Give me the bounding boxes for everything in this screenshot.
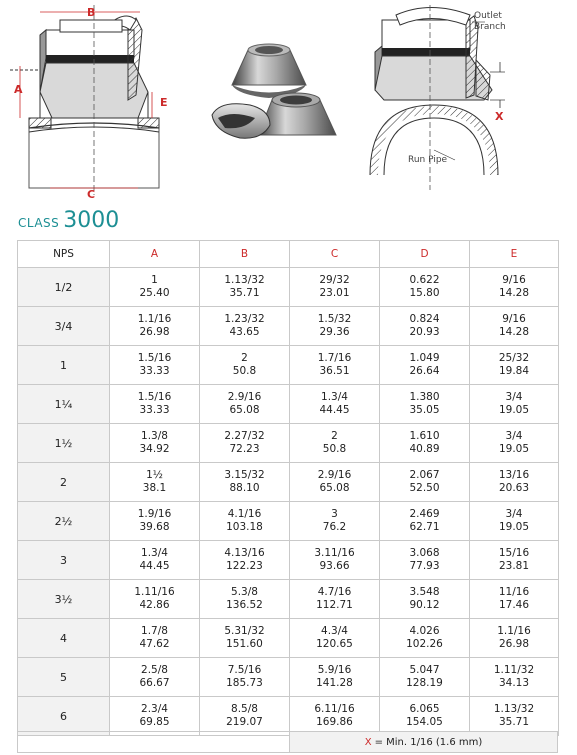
value-mm: 62.71 [409,521,440,533]
value-mm: 17.46 [498,599,530,611]
value-mm: 23.01 [319,287,350,299]
outlet-branch-label-2: Branch [474,22,506,32]
value-cell-c [290,541,380,580]
table-row [18,268,559,307]
nps-cell: 2½ [18,502,110,541]
value-inch: 4.026 [409,625,440,637]
value-inch: 3.15/32 [224,469,265,481]
value-mm: 36.51 [319,365,350,377]
value-inch: 1 [151,274,158,286]
nps-cell: 6 [18,697,110,736]
value-mm: 29.36 [319,326,350,338]
value-cell-b [200,463,290,502]
value-cell-a [110,619,200,658]
value-mm: 88.10 [229,482,260,494]
nps-cell: 2 [18,463,110,502]
value-cell-c [290,619,380,658]
footnote-text: = Min. 1/16 (1.6 mm) [374,736,483,748]
value-inch: 9/16 [502,274,526,286]
value-cell-e [470,307,559,346]
value-inch: 1.7/8 [141,625,168,637]
value-cell-c [290,463,380,502]
value-mm: 35.71 [498,716,530,728]
value-inch: 4.13/16 [224,547,265,559]
value-inch: 7.5/16 [227,664,262,676]
table-row [18,697,559,736]
value-mm: 47.62 [139,638,170,650]
value-mm: 77.93 [409,560,440,572]
outlet-branch-label-1: Outlet [474,11,502,21]
nps-cell: 3½ [18,580,110,619]
value-mm: 14.28 [498,326,530,338]
value-mm: 65.08 [229,404,260,416]
class-heading [18,208,119,234]
value-inch: 0.622 [409,274,440,286]
table-row [18,346,559,385]
value-cell-b [200,385,290,424]
left-fitting-drawing [10,5,159,195]
value-cell-b [200,307,290,346]
value-mm: 40.89 [409,443,440,455]
value-cell-e [470,541,559,580]
value-cell-e [470,697,559,736]
value-inch: 1.9/16 [137,508,172,520]
value-cell-a [110,580,200,619]
value-mm: 65.08 [319,482,350,494]
value-mm: 26.98 [498,638,530,650]
nps-cell: 4 [18,619,110,658]
footnote-blank-cell [18,732,290,752]
value-mm: 122.23 [226,560,263,572]
value-cell-b [200,697,290,736]
value-inch: 1.1/16 [497,625,531,637]
value-cell-a [110,658,200,697]
table-row [18,658,559,697]
value-cell-d [380,619,470,658]
value-cell-a [110,502,200,541]
value-mm: 102.26 [406,638,443,650]
value-cell-b [200,541,290,580]
value-inch: 29/32 [319,274,350,286]
nps-cell: 3/4 [18,307,110,346]
value-inch: 2 [331,430,338,442]
value-cell-e [470,463,559,502]
value-inch: 6.11/16 [314,703,355,715]
value-inch: 5.047 [409,664,440,676]
value-inch: 2.067 [409,469,440,481]
header-c: C [290,241,380,268]
value-cell-d [380,580,470,619]
value-cell-c [290,268,380,307]
value-cell-b [200,658,290,697]
value-cell-d [380,346,470,385]
table-row [18,580,559,619]
value-cell-d [380,541,470,580]
value-cell-c [290,502,380,541]
label-c: C [87,188,96,200]
value-cell-b [200,424,290,463]
value-inch: 1.13/32 [493,703,535,715]
value-mm: 151.60 [226,638,263,650]
value-inch: 3 [331,508,338,520]
class-label: CLASS [18,216,60,230]
footnote-x-label: X [364,736,372,748]
value-cell-c [290,580,380,619]
value-cell-d [380,697,470,736]
value-inch: 1.3/4 [321,391,348,403]
value-cell-a [110,463,200,502]
value-inch: 1.11/16 [134,586,175,598]
diagram-area [0,0,577,200]
value-inch: 4.1/16 [227,508,262,520]
value-cell-b [200,580,290,619]
value-mm: 90.12 [409,599,440,611]
table-row [18,307,559,346]
value-inch: 1.7/16 [317,352,352,364]
value-mm: 66.67 [139,677,170,689]
value-mm: 169.86 [316,716,353,728]
value-inch: 5.9/16 [317,664,352,676]
dimensions-table [17,240,559,736]
value-inch: 2.9/16 [317,469,352,481]
table-row [18,541,559,580]
value-inch: 9/16 [502,313,526,325]
value-cell-a [110,541,200,580]
value-mm: 43.65 [229,326,260,338]
value-inch: 2.3/4 [141,703,168,715]
value-mm: 154.05 [406,716,443,728]
value-inch: 0.824 [409,313,440,325]
value-inch: 5.3/8 [231,586,258,598]
header-b: B [200,241,290,268]
table-header-row [18,241,559,268]
value-mm: 19.05 [498,404,530,416]
value-inch: 1.13/32 [224,274,265,286]
value-cell-b [200,502,290,541]
value-inch: 2.27/32 [224,430,265,442]
value-inch: 3/4 [505,430,523,442]
value-inch: 1.5/16 [137,352,172,364]
value-cell-e [470,268,559,307]
value-mm: 23.81 [498,560,530,572]
value-inch: 13/16 [498,469,530,481]
value-mm: 42.86 [139,599,170,611]
label-e: E [160,96,168,109]
value-mm: 26.98 [139,326,170,338]
value-mm: 69.85 [139,716,170,728]
value-inch: 25/32 [498,352,530,364]
value-inch: 3.548 [409,586,440,598]
value-mm: 19.05 [498,521,530,533]
value-inch: 1.5/32 [317,313,352,325]
value-cell-a [110,424,200,463]
value-cell-d [380,268,470,307]
value-inch: 3/4 [505,508,523,520]
value-cell-e [470,424,559,463]
value-inch: 1½ [146,469,163,481]
value-cell-c [290,307,380,346]
value-inch: 1.380 [409,391,440,403]
header-a: A [110,241,200,268]
value-mm: 72.23 [229,443,260,455]
value-mm: 35.71 [229,287,260,299]
table-footnote-row [17,731,558,753]
value-cell-c [290,697,380,736]
nps-cell: 3 [18,541,110,580]
value-inch: 1.23/32 [224,313,265,325]
value-inch: 2 [241,352,248,364]
value-mm: 103.18 [226,521,263,533]
value-cell-c [290,424,380,463]
value-cell-e [470,385,559,424]
value-cell-e [470,658,559,697]
value-inch: 3/4 [505,391,523,403]
value-cell-a [110,307,200,346]
value-inch: 1.049 [409,352,440,364]
value-cell-e [470,619,559,658]
value-mm: 50.8 [322,443,347,455]
value-mm: 76.2 [322,521,347,533]
fitting-photo [212,44,336,138]
value-mm: 34.13 [498,677,530,689]
value-mm: 112.71 [316,599,353,611]
table-row [18,619,559,658]
value-mm: 26.64 [409,365,440,377]
value-mm: 93.66 [319,560,350,572]
value-inch: 1.3/4 [141,547,168,559]
value-inch: 1.11/32 [493,664,535,676]
label-a: A [14,83,23,96]
value-cell-a [110,268,200,307]
value-cell-b [200,346,290,385]
value-mm: 120.65 [316,638,353,650]
header-e: E [470,241,559,268]
value-inch: 2.9/16 [227,391,262,403]
header-nps: NPS [18,241,110,268]
header-d: D [380,241,470,268]
value-cell-d [380,502,470,541]
value-mm: 20.93 [409,326,440,338]
value-mm: 128.19 [406,677,443,689]
table-row [18,502,559,541]
footnote-cell [290,732,557,752]
run-pipe-label: Run Pipe [408,155,448,165]
value-inch: 2.469 [409,508,440,520]
nps-cell: 1¼ [18,385,110,424]
label-b: B [87,6,96,19]
nps-cell: 1½ [18,424,110,463]
value-mm: 14.28 [498,287,530,299]
value-cell-e [470,346,559,385]
value-inch: 4.3/4 [321,625,348,637]
value-mm: 19.05 [498,443,530,455]
value-cell-b [200,619,290,658]
value-mm: 50.8 [232,365,257,377]
value-cell-d [380,463,470,502]
value-mm: 33.33 [139,404,170,416]
value-inch: 3.11/16 [314,547,355,559]
value-mm: 25.40 [139,287,170,299]
value-inch: 5.31/32 [224,625,265,637]
value-cell-d [380,385,470,424]
value-inch: 1.610 [409,430,440,442]
value-mm: 19.84 [498,365,530,377]
value-mm: 35.05 [409,404,440,416]
table-row [18,385,559,424]
value-cell-e [470,580,559,619]
value-cell-c [290,385,380,424]
value-cell-a [110,697,200,736]
value-mm: 44.45 [319,404,350,416]
value-inch: 4.7/16 [317,586,352,598]
value-mm: 39.68 [139,521,170,533]
value-cell-b [200,268,290,307]
value-cell-d [380,307,470,346]
value-cell-c [290,658,380,697]
value-inch: 3.068 [409,547,440,559]
value-inch: 6.065 [409,703,440,715]
nps-cell: 1/2 [18,268,110,307]
value-cell-e [470,502,559,541]
value-mm: 52.50 [409,482,440,494]
value-cell-a [110,385,200,424]
value-inch: 8.5/8 [231,703,258,715]
table-row [18,463,559,502]
value-cell-a [110,346,200,385]
value-inch: 1.3/8 [141,430,168,442]
value-mm: 136.52 [226,599,263,611]
nps-cell: 5 [18,658,110,697]
value-mm: 219.07 [226,716,263,728]
value-cell-d [380,424,470,463]
value-inch: 1.5/16 [137,391,172,403]
value-mm: 185.73 [226,677,263,689]
value-inch: 15/16 [498,547,530,559]
value-mm: 38.1 [142,482,167,494]
nps-cell: 1 [18,346,110,385]
value-mm: 33.33 [139,365,170,377]
value-mm: 44.45 [139,560,170,572]
value-mm: 15.80 [409,287,440,299]
value-mm: 141.28 [316,677,353,689]
value-cell-d [380,658,470,697]
label-x: X [495,110,504,123]
value-mm: 34.92 [139,443,170,455]
value-inch: 2.5/8 [141,664,168,676]
class-value: 3000 [63,208,120,233]
value-inch: 11/16 [498,586,530,598]
value-mm: 20.63 [498,482,530,494]
value-inch: 1.1/16 [137,313,172,325]
table-row [18,424,559,463]
value-cell-c [290,346,380,385]
